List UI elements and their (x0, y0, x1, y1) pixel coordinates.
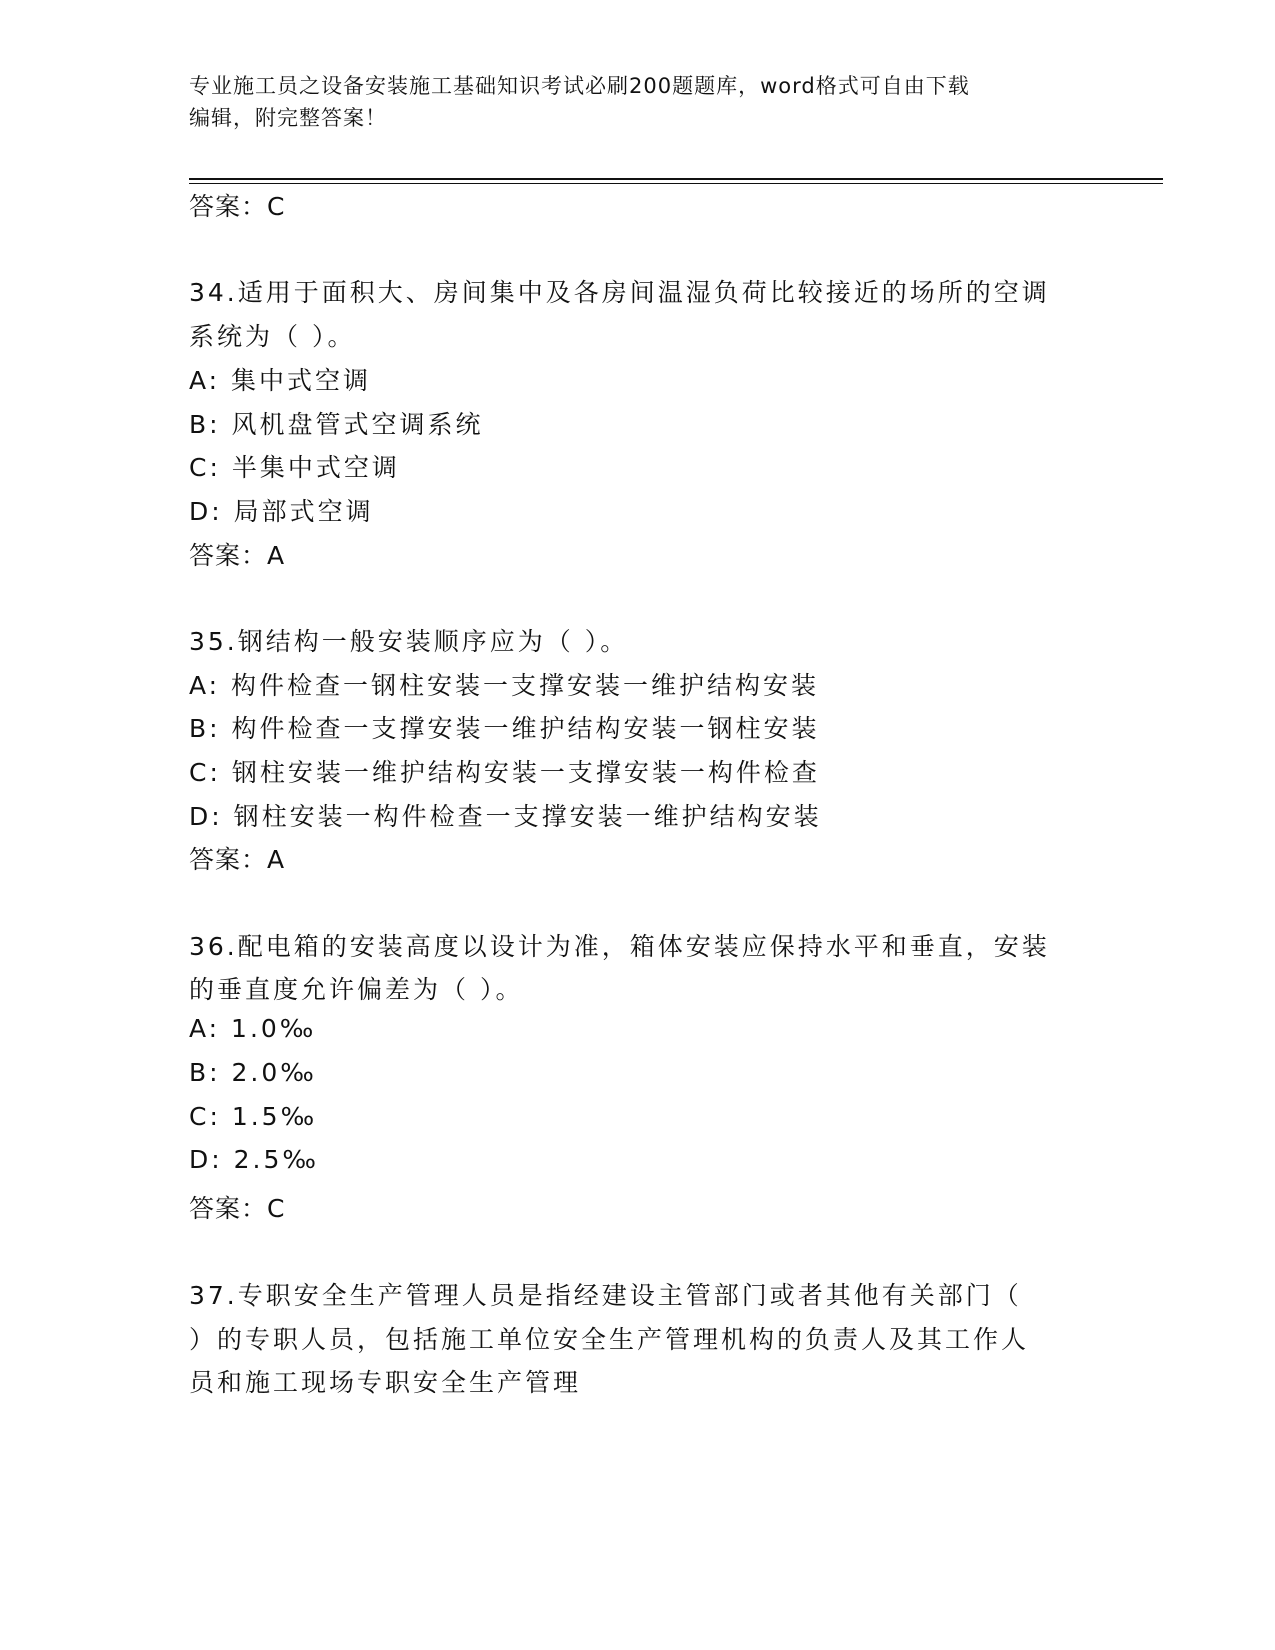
question-34-text-line-1: 34.适用于面积大、房间集中及各房间温湿负荷比较接近的场所的空调 (189, 278, 1050, 307)
question-35-option-b: B: 构件检查一支撑安装一维护结构安装一钢柱安装 (189, 714, 820, 743)
question-37-text-line-3: 员和施工现场专职安全生产管理 (189, 1368, 582, 1397)
question-34-text-line-2: 系统为（ ）。 (189, 322, 356, 351)
question-35-option-c: C: 钢柱安装一维护结构安装一支撑安装一构件检查 (189, 758, 820, 787)
answer-previous: 答案：C (189, 192, 286, 221)
document-header (189, 70, 1089, 134)
question-36-option-c: C: 1.5‰ (189, 1102, 318, 1131)
question-34-option-c: C: 半集中式空调 (189, 453, 400, 482)
header-divider-thin (189, 183, 1163, 184)
question-35-option-d: D: 钢柱安装一构件检查一支撑安装一维护结构安装 (189, 802, 822, 831)
question-34-option-a: A: 集中式空调 (189, 366, 372, 395)
question-34-option-b: B: 风机盘管式空调系统 (189, 410, 484, 439)
question-34-answer: 答案：A (189, 541, 286, 570)
question-35-answer: 答案：A (189, 845, 286, 874)
question-36-option-d: D: 2.5‰ (189, 1145, 319, 1174)
question-36-option-a: A: 1.0‰ (189, 1014, 317, 1043)
header-line-1: 专业施工员之设备安装施工基础知识考试必刷200题题库，word格式可自由下载 (189, 74, 970, 98)
question-35-text-line-1: 35.钢结构一般安装顺序应为（ ）。 (189, 627, 629, 656)
question-36-option-b: B: 2.0‰ (189, 1058, 317, 1087)
question-36-text-line-1: 36.配电箱的安装高度以设计为准，箱体安装应保持水平和垂直，安装 (189, 932, 1050, 961)
question-36-answer: 答案：C (189, 1194, 286, 1223)
question-35-option-a: A: 构件检查一钢柱安装一支撑安装一维护结构安装 (189, 671, 820, 700)
question-37-text-line-2: ）的专职人员，包括施工单位安全生产管理机构的负责人及其工作人 (189, 1325, 1030, 1354)
header-divider-thick (189, 178, 1163, 180)
question-34-option-d: D: 局部式空调 (189, 497, 374, 526)
question-37-text-line-1: 37.专职安全生产管理人员是指经建设主管部门或者其他有关部门（ (189, 1281, 1022, 1310)
header-line-2: 编辑，附完整答案！ (189, 106, 387, 130)
question-36-text-line-2: 的垂直度允许偏差为（ ）。 (189, 975, 524, 1004)
